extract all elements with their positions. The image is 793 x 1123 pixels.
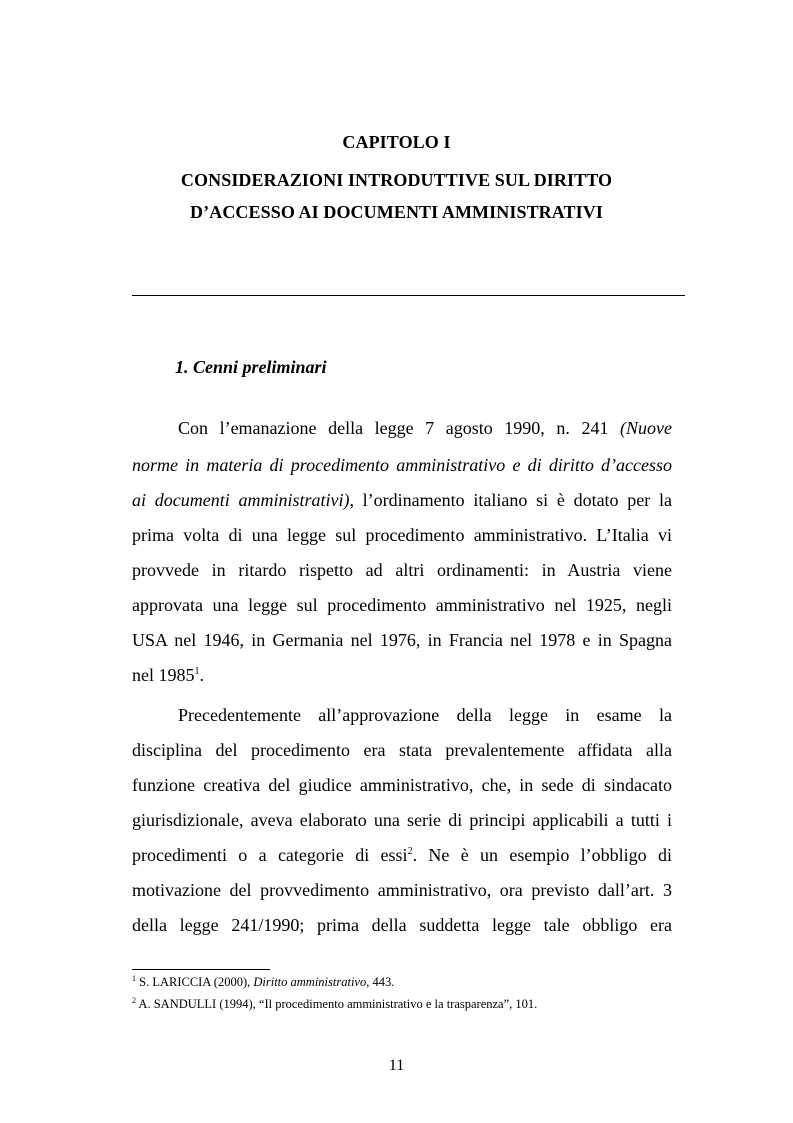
paragraph-1-line-1 [178, 418, 672, 439]
paragraph-1-line-8 [132, 665, 672, 686]
footnote-2 [132, 997, 537, 1012]
paragraph-1-line-7: USA nel 1946, in Germania nel 1976, in Francia nel 1978 e in Spagna [132, 630, 672, 650]
text-run: Con l’emanazione della legge 7 agosto 1990, n. 241 [178, 418, 621, 438]
page-number: 11 [388, 1057, 405, 1074]
text-run: A. SANDULLI (1994), “Il procedimento amministrativo e la trasparenza”, 101. [136, 997, 538, 1011]
italic-run: (Nuove [620, 418, 672, 438]
chapter-divider [132, 295, 685, 296]
paragraph-2-line-3: funzione creativa del giudice amministrativo, che, in sede di sindacato [132, 775, 672, 795]
paragraph-2-line-1: Precedentemente all’approvazione della legge in esame la [178, 705, 672, 725]
italic-run: norme in materia di procedimento amministrativo e di diritto d’accesso [132, 455, 672, 475]
paragraph-2-line-7: della legge 241/1990; prima della suddetta legge tale obbligo era [132, 915, 672, 935]
paragraph-1-line-4: prima volta di una legge sul procedimento amministrativo. L’Italia vi [132, 525, 672, 545]
chapter-label: CAPITOLO I [342, 132, 451, 152]
text-run: procedimenti o a categorie di essi [132, 845, 408, 865]
footnote-number: 1 [132, 974, 136, 983]
text-run: nel 1985 [132, 665, 195, 685]
text-run: , l’ordinamento italiano si è dotato per la [349, 490, 672, 510]
footnote-1 [132, 975, 394, 990]
italic-run: Diritto amministrativo [253, 975, 367, 989]
chapter-title-line-2: D’ACCESSO AI DOCUMENTI AMMINISTRATIVI [190, 202, 603, 222]
paragraph-1-line-2 [132, 455, 672, 476]
text-run: , 443. [366, 975, 395, 989]
section-title: 1. Cenni preliminari [175, 357, 327, 377]
paragraph-1-line-6: approvata una legge sul procedimento amministrativo nel 1925, negli [132, 595, 672, 615]
footnote-divider [132, 969, 270, 970]
paragraph-2-line-2: disciplina del procedimento era stata prevalentemente affidata alla [132, 740, 672, 760]
footnote-ref-1[interactable]: 1 [194, 666, 200, 677]
italic-run: ai documenti amministrativi) [132, 490, 350, 510]
text-run: . Ne è un esempio l’obbligo di [412, 845, 672, 865]
footnote-number: 2 [132, 996, 136, 1005]
paragraph-2-line-4: giurisdizionale, aveva elaborato una serie di principi applicabili a tutti i [132, 810, 672, 830]
footnote-ref-2[interactable]: 2 [407, 846, 413, 857]
chapter-title-line-1: CONSIDERAZIONI INTRODUTTIVE SUL DIRITTO [180, 170, 613, 190]
paragraph-1-line-5: provvede in ritardo rispetto ad altri ordinamenti: in Austria viene [132, 560, 672, 580]
text-run: . [199, 665, 204, 685]
paragraph-2-line-5 [132, 845, 672, 866]
text-run: S. LARICCIA (2000), [136, 975, 254, 989]
paragraph-1-line-3 [132, 490, 672, 511]
paragraph-2-line-6: motivazione del provvedimento amministrativo, ora previsto dall’art. 3 [132, 880, 672, 900]
